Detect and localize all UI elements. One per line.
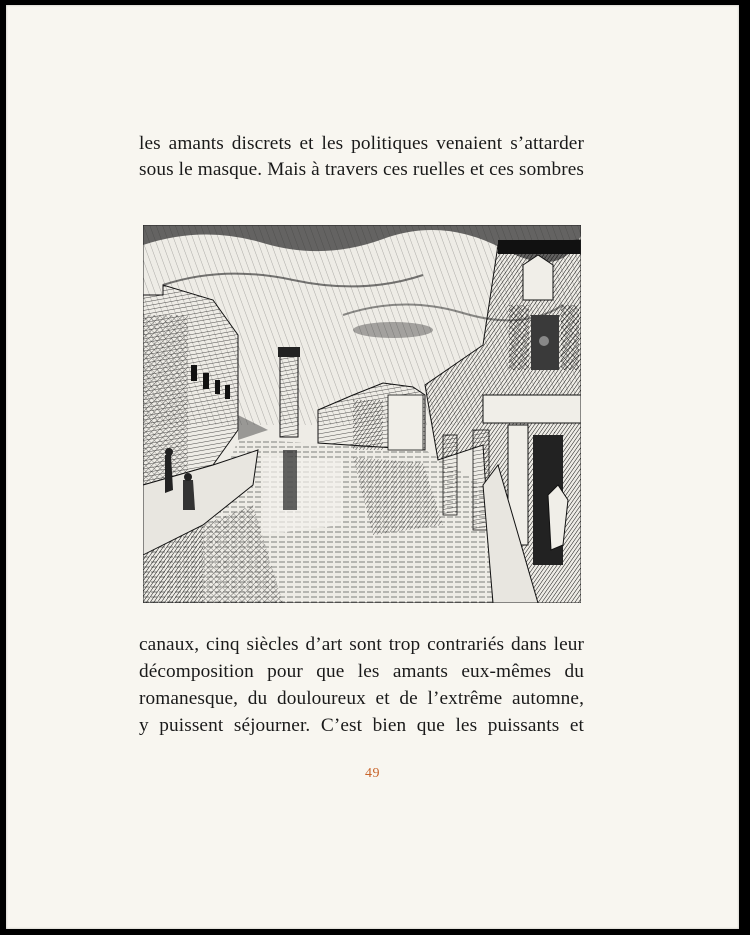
text-block-top <box>139 131 584 183</box>
page-number: 49 <box>365 766 380 781</box>
text-line: les amants discrets et les politiques venaient s’attarder <box>139 133 584 154</box>
text-block-bottom <box>139 631 584 739</box>
bell-tower <box>278 347 300 437</box>
text-line: décomposition pour que les amants eux-mêmes du <box>139 661 584 682</box>
canal-etching-illustration <box>143 225 581 603</box>
text-line: romanesque, du douloureux et de l’extrême automne, <box>139 688 584 709</box>
text-line: canaux, cinq siècles d’art sont trop contrariés dans leur <box>139 634 584 655</box>
text-line: sous le masque. Mais à travers ces ruelles et ces sombres <box>139 159 584 180</box>
book-page <box>6 5 739 929</box>
text-line: y puissent séjourner. C’est bien que les puissants et <box>139 715 584 736</box>
